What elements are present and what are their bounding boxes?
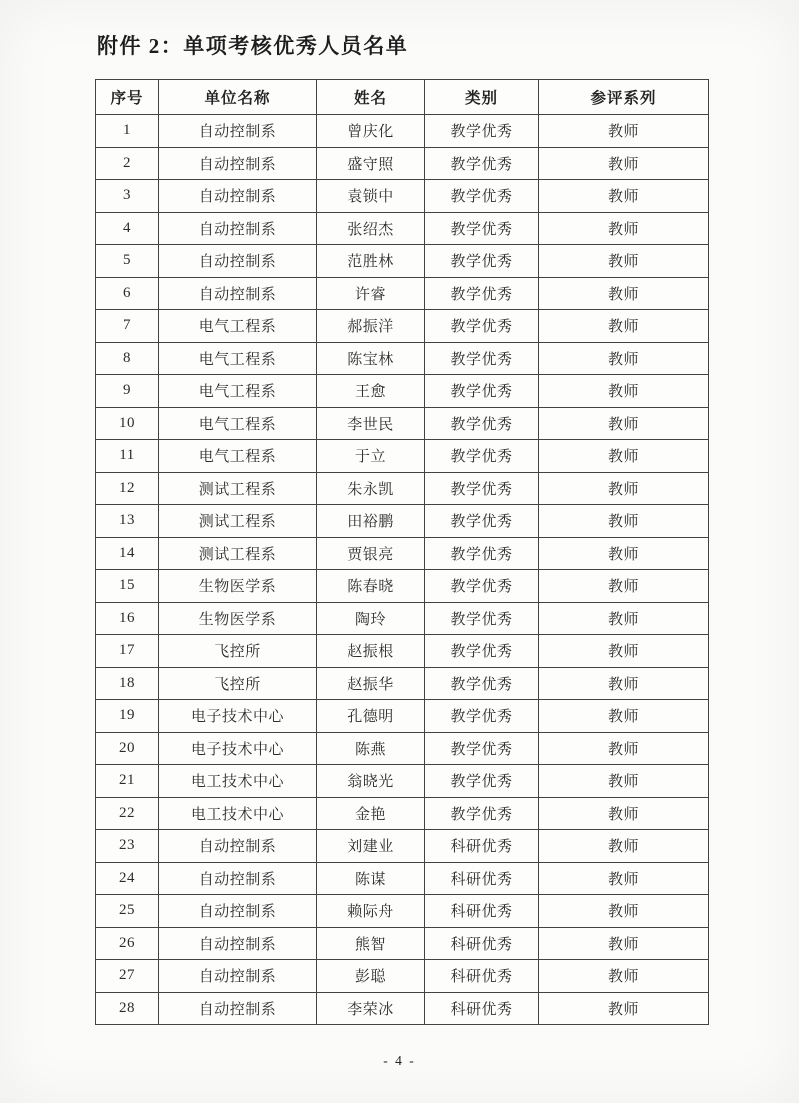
table-cell: 曾庆化 (317, 115, 425, 148)
table-cell: 教学优秀 (425, 765, 539, 798)
table-cell: 教学优秀 (425, 245, 539, 278)
table-cell: 刘建业 (317, 830, 425, 863)
table-row (96, 570, 709, 603)
table-row (96, 245, 709, 278)
table-cell: 10 (96, 407, 159, 440)
table-cell: 教学优秀 (425, 375, 539, 408)
table-cell: 26 (96, 927, 159, 960)
table-cell: 教师 (539, 830, 709, 863)
table-cell: 13 (96, 505, 159, 538)
table-cell: 许睿 (317, 277, 425, 310)
table-cell: 自动控制系 (159, 277, 317, 310)
table-cell: 教学优秀 (425, 635, 539, 668)
table-row (96, 992, 709, 1025)
table-cell: 教学优秀 (425, 537, 539, 570)
table-cell: 17 (96, 635, 159, 668)
table-cell: 25 (96, 895, 159, 928)
table-cell: 电工技术中心 (159, 765, 317, 798)
table-row (96, 342, 709, 375)
table-cell: 科研优秀 (425, 960, 539, 993)
table-cell: 于立 (317, 440, 425, 473)
table-cell: 自动控制系 (159, 960, 317, 993)
table-cell: 教师 (539, 700, 709, 733)
table-cell: 科研优秀 (425, 895, 539, 928)
table-cell: 朱永凯 (317, 472, 425, 505)
table-cell: 11 (96, 440, 159, 473)
table-cell: 教学优秀 (425, 602, 539, 635)
table-row (96, 277, 709, 310)
table-cell: 张绍杰 (317, 212, 425, 245)
page-title: 附件 2：单项考核优秀人员名单 (97, 34, 409, 58)
table-cell: 3 (96, 180, 159, 213)
table-row (96, 765, 709, 798)
table-cell: 12 (96, 472, 159, 505)
table-cell: 教师 (539, 960, 709, 993)
table-cell: 教师 (539, 602, 709, 635)
table-cell: 彭聪 (317, 960, 425, 993)
column-header: 单位名称 (159, 80, 317, 115)
table-cell: 陈宝林 (317, 342, 425, 375)
table-cell: 科研优秀 (425, 927, 539, 960)
table-cell: 28 (96, 992, 159, 1025)
table-cell: 电气工程系 (159, 342, 317, 375)
table-cell: 23 (96, 830, 159, 863)
table-cell: 教学优秀 (425, 797, 539, 830)
table-cell: 22 (96, 797, 159, 830)
table-cell: 自动控制系 (159, 212, 317, 245)
table-cell: 贾银亮 (317, 537, 425, 570)
table-cell: 教学优秀 (425, 732, 539, 765)
table-row (96, 635, 709, 668)
table-row (96, 147, 709, 180)
column-header: 参评系列 (539, 80, 709, 115)
column-header: 姓名 (317, 80, 425, 115)
table-cell: 教师 (539, 212, 709, 245)
table-cell: 田裕鹏 (317, 505, 425, 538)
table-cell: 教学优秀 (425, 212, 539, 245)
table-cell: 电气工程系 (159, 375, 317, 408)
table-row (96, 927, 709, 960)
table-cell: 21 (96, 765, 159, 798)
table-cell: 24 (96, 862, 159, 895)
table-cell: 教师 (539, 862, 709, 895)
table-row (96, 862, 709, 895)
table-cell: 教师 (539, 635, 709, 668)
table-row (96, 797, 709, 830)
table-cell: 教师 (539, 732, 709, 765)
table-row (96, 895, 709, 928)
table-cell: 教学优秀 (425, 407, 539, 440)
table-cell: 8 (96, 342, 159, 375)
table-cell: 陈谋 (317, 862, 425, 895)
table-cell: 熊智 (317, 927, 425, 960)
table-cell: 教师 (539, 115, 709, 148)
table-cell: 科研优秀 (425, 862, 539, 895)
column-header: 类别 (425, 80, 539, 115)
table-cell: 袁锁中 (317, 180, 425, 213)
table-cell: 测试工程系 (159, 472, 317, 505)
table-cell: 陈燕 (317, 732, 425, 765)
table-row (96, 732, 709, 765)
table-cell: 教师 (539, 797, 709, 830)
table-cell: 教师 (539, 180, 709, 213)
table-row (96, 505, 709, 538)
table-cell: 王愈 (317, 375, 425, 408)
table-cell: 16 (96, 602, 159, 635)
table-cell: 自动控制系 (159, 147, 317, 180)
table-row (96, 375, 709, 408)
table-cell: 陶玲 (317, 602, 425, 635)
table-cell: 科研优秀 (425, 992, 539, 1025)
table-cell: 自动控制系 (159, 115, 317, 148)
table-cell: 教师 (539, 537, 709, 570)
table-cell: 6 (96, 277, 159, 310)
table-cell: 14 (96, 537, 159, 570)
table-cell: 教师 (539, 895, 709, 928)
table-cell: 测试工程系 (159, 505, 317, 538)
table-cell: 教学优秀 (425, 147, 539, 180)
table-cell: 金艳 (317, 797, 425, 830)
column-header: 序号 (96, 80, 159, 115)
table-cell: 飞控所 (159, 635, 317, 668)
table-cell: 李荣冰 (317, 992, 425, 1025)
table-cell: 18 (96, 667, 159, 700)
table-cell: 科研优秀 (425, 830, 539, 863)
page-number: - 4 - (383, 1053, 416, 1068)
table-cell: 15 (96, 570, 159, 603)
table-cell: 李世民 (317, 407, 425, 440)
table-cell: 电气工程系 (159, 440, 317, 473)
table-cell: 赵振根 (317, 635, 425, 668)
table-cell: 电气工程系 (159, 310, 317, 343)
table-cell: 赖际舟 (317, 895, 425, 928)
table-cell: 教师 (539, 407, 709, 440)
table-cell: 教师 (539, 342, 709, 375)
table-cell: 教学优秀 (425, 180, 539, 213)
table-cell: 教师 (539, 927, 709, 960)
table-cell: 27 (96, 960, 159, 993)
table-cell: 测试工程系 (159, 537, 317, 570)
table-cell: 电子技术中心 (159, 732, 317, 765)
table-cell: 教学优秀 (425, 472, 539, 505)
table-cell: 教师 (539, 277, 709, 310)
table-cell: 自动控制系 (159, 830, 317, 863)
table-cell: 20 (96, 732, 159, 765)
table-row (96, 115, 709, 148)
table-row (96, 472, 709, 505)
table-row (96, 180, 709, 213)
table-row (96, 602, 709, 635)
table-cell: 教师 (539, 570, 709, 603)
table-cell: 飞控所 (159, 667, 317, 700)
table-cell: 电子技术中心 (159, 700, 317, 733)
table-row (96, 407, 709, 440)
table-row (96, 537, 709, 570)
table-cell: 教学优秀 (425, 700, 539, 733)
table-cell: 教师 (539, 992, 709, 1025)
table-cell: 自动控制系 (159, 927, 317, 960)
table-body (96, 115, 709, 1025)
table-cell: 教师 (539, 245, 709, 278)
table-cell: 9 (96, 375, 159, 408)
table-cell: 教师 (539, 147, 709, 180)
table-cell: 翁晓光 (317, 765, 425, 798)
table-cell: 生物医学系 (159, 602, 317, 635)
table-cell: 教学优秀 (425, 115, 539, 148)
table-cell: 19 (96, 700, 159, 733)
table-cell: 教学优秀 (425, 570, 539, 603)
table-cell: 教学优秀 (425, 440, 539, 473)
table-cell: 教学优秀 (425, 505, 539, 538)
table-cell: 2 (96, 147, 159, 180)
table-cell: 电工技术中心 (159, 797, 317, 830)
table-cell: 7 (96, 310, 159, 343)
table-row (96, 440, 709, 473)
table-cell: 陈春晓 (317, 570, 425, 603)
table-cell: 教师 (539, 667, 709, 700)
table-row (96, 960, 709, 993)
table-cell: 教学优秀 (425, 342, 539, 375)
table-cell: 4 (96, 212, 159, 245)
table-row (96, 830, 709, 863)
table-cell: 教师 (539, 310, 709, 343)
table-cell: 教师 (539, 765, 709, 798)
table-cell: 自动控制系 (159, 862, 317, 895)
table-cell: 自动控制系 (159, 180, 317, 213)
table-row (96, 700, 709, 733)
table-cell: 郝振洋 (317, 310, 425, 343)
table-cell: 教师 (539, 375, 709, 408)
header-row (96, 80, 709, 115)
table-cell: 生物医学系 (159, 570, 317, 603)
table-cell: 自动控制系 (159, 895, 317, 928)
table-row (96, 310, 709, 343)
table-cell: 孔德明 (317, 700, 425, 733)
table-row (96, 212, 709, 245)
table-cell: 1 (96, 115, 159, 148)
table-cell: 教学优秀 (425, 310, 539, 343)
table-cell: 电气工程系 (159, 407, 317, 440)
table-cell: 教师 (539, 440, 709, 473)
table-cell: 教师 (539, 472, 709, 505)
roster-table (95, 79, 709, 1025)
table-header (96, 80, 709, 115)
table-cell: 自动控制系 (159, 245, 317, 278)
table-cell: 教学优秀 (425, 667, 539, 700)
table-cell: 赵振华 (317, 667, 425, 700)
table-cell: 盛守照 (317, 147, 425, 180)
table-row (96, 667, 709, 700)
table-cell: 自动控制系 (159, 992, 317, 1025)
table-cell: 范胜林 (317, 245, 425, 278)
table-cell: 5 (96, 245, 159, 278)
table-cell: 教学优秀 (425, 277, 539, 310)
table-cell: 教师 (539, 505, 709, 538)
